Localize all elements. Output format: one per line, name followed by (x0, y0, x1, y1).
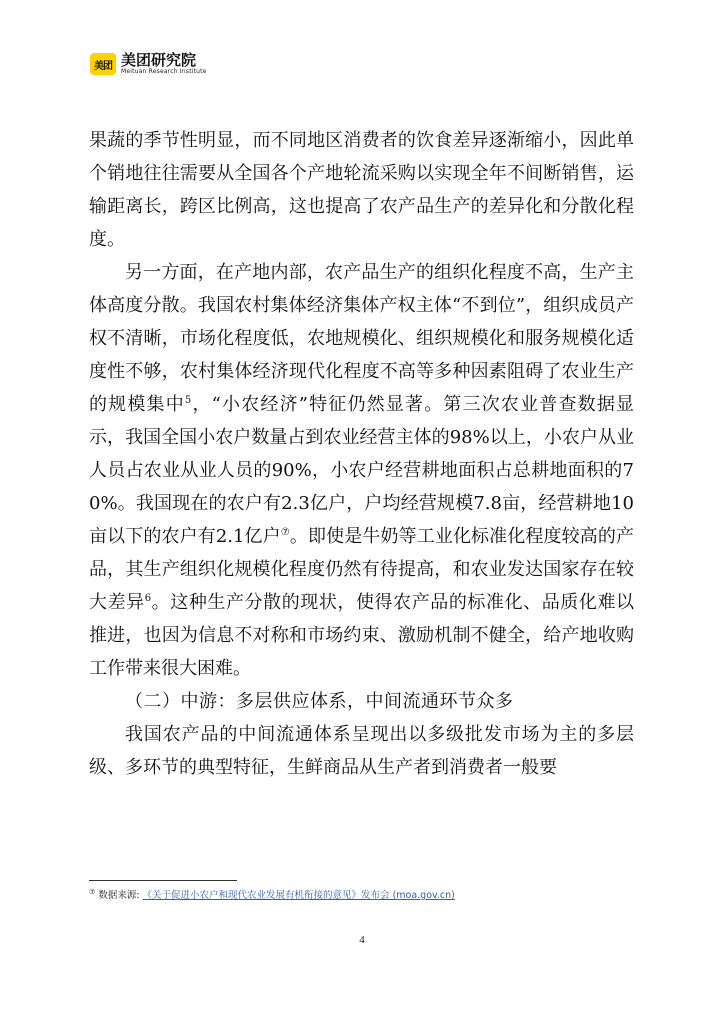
page-number: 4 (359, 934, 365, 946)
footnote-marker: ⑦ (89, 888, 96, 896)
paragraph-3: 我国农产品的中间流通体系呈现出以多级批发市场为主的多层级、多环节的典型特征，生鲜商品从生产者到消费者一般要 (89, 724, 634, 778)
document-body (89, 124, 634, 784)
footnote-ref-5: 5 (184, 395, 192, 406)
meituan-logo (90, 52, 207, 76)
footnote-source-link[interactable]: 《关于促进小农户和现代农业发展有机衔接的意见》发布会 (moa.gov.cn) (142, 890, 455, 901)
paragraph-2: 另一方面，在产地内部，农产品生产的组织化程度不高，生产主体高度分散。我国农村集体经济集体产权主体“不到位”，组织成员产权不清晰，市场化程度低，农地规模化、组织规模化和服务规模化适度性不够，农村集体经济现代化程度不高等多种因素阻碍了农业生产的规模集中$^5$，“小农经济”特征仍然显著。第三次农业普查数据显示，我国全国小农户数量占到农业经营主体的98%以上，小农户从业人员占农业从业人员的90%，小农户经营耕地面积占总耕地面积的70%。我国现在的农户有2.3亿户，户均经营规模7.8亩，经营耕地10亩以下的农户有2.1亿户⑦。即使是牛奶等工业化标准化程度较高的产品，其生产组织化规模化程度仍然有待提高，和农业发达国家存在较大差异$^6$。这种生产分散的现状，使得农产品的标准化、品质化难以推进，也因为信息不对称和市场约束、激励机制不健全，给产地收购工作带来很大困难。 (89, 262, 635, 679)
footnote-ref-7[interactable]: ⑦ (280, 527, 290, 538)
logo-title-en: Meituan Research Institute (121, 68, 207, 75)
footnote (89, 887, 455, 901)
footnote-divider (89, 880, 237, 881)
logo-title-cn: 美团研究院 (121, 51, 197, 69)
footnote-ref-6: 6 (144, 593, 152, 604)
section-heading: （二）中游：多层供应体系，中间流通环节众多 (125, 691, 514, 712)
meituan-logo-mark: 美团 (90, 53, 116, 75)
footnote-prefix: 数据来源: (98, 890, 143, 901)
paragraph-1: 果蔬的季节性明显，而不同地区消费者的饮食差异逐渐缩小，因此单个销地往往需要从全国各个产地轮流采购以实现全年不间断销售，运输距离长，跨区比例高，这也提高了农产品生产的差异化和分散化程度。 (89, 130, 634, 250)
logo-text (121, 52, 207, 76)
